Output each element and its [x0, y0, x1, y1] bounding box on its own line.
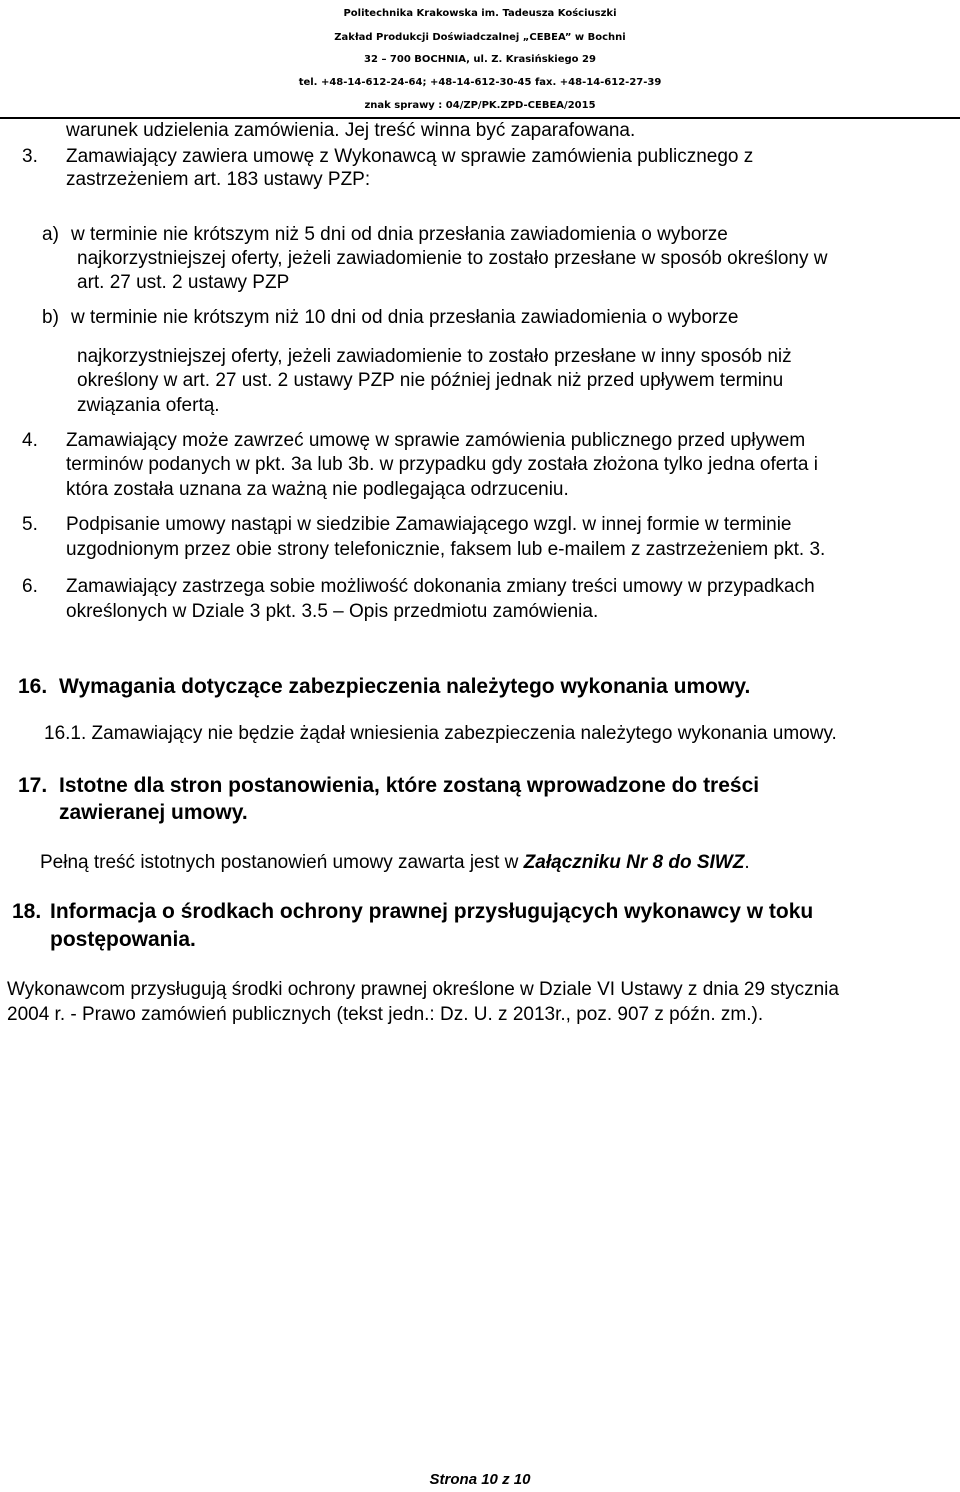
- item-a-label: a): [42, 224, 59, 245]
- section-16-title: Wymagania dotyczące zabezpieczenia należytego wykonania umowy.: [59, 675, 751, 698]
- attachment-reference: Załączniku Nr 8 do SIWZ: [523, 852, 745, 873]
- item-b-line-1: w terminie nie krótszym niż 10 dni od dnia przesłania zawiadomienia o wyborze: [71, 307, 739, 328]
- continuation-line: warunek udzielenia zamówienia. Jej treść winna być zaparafowana.: [66, 120, 636, 141]
- item-a-line-2: najkorzystniejszej oferty, jeżeli zawiadomienie to zostało przesłane w sposób określony w: [77, 248, 828, 269]
- item-b-line-2: najkorzystniejszej oferty, jeżeli zawiadomienie to zostało przesłane w inny sposób niż: [77, 346, 792, 367]
- item-3-number: 3.: [22, 146, 38, 167]
- item-5-line-2: uzgodnionym przez obie strony telefonicznie, faksem lub e-mailem z zastrzeżeniem pkt. 3.: [66, 539, 826, 560]
- item-4-number: 4.: [22, 430, 38, 451]
- section-17-title-line-1: Istotne dla stron postanowienia, które zostaną wprowadzone do treści: [59, 774, 760, 797]
- item-4-line-3: która została uznana za ważną nie podlegająca odrzuceniu.: [66, 479, 569, 500]
- section-17-number: 17.: [18, 774, 48, 797]
- item-6-line-2: określonych w Dziale 3 pkt. 3.5 – Opis przedmiotu zamówienia.: [66, 601, 599, 622]
- header-institution: Politechnika Krakowska im. Tadeusza Kościuszki: [343, 8, 617, 19]
- section-17-text-lead: Pełną treść istotnych postanowień umowy zawarta jest w: [40, 852, 524, 873]
- header-department: Zakład Produkcji Doświadczalnej „CEBEA” w Bochni: [334, 32, 626, 43]
- item-4-line-1: Zamawiający może zawrzeć umowę w sprawie zamówienia publicznego przed upływem: [66, 430, 806, 451]
- item-5-line-1: Podpisanie umowy nastąpi w siedzibie Zamawiającego wzgl. w innej formie w terminie: [66, 514, 792, 535]
- section-18-title-line-1: Informacja o środkach ochrony prawnej przysługujących wykonawcy w toku: [50, 900, 814, 923]
- item-6-line-1: Zamawiający zastrzega sobie możliwość dokonania zmiany treści umowy w przypadkach: [66, 576, 815, 597]
- section-17-text: [40, 851, 750, 875]
- section-17-text-end: .: [744, 852, 750, 873]
- header-phone: tel. +48-14-612-24-64; +48-14-612-30-45 fax. +48-14-612-27-39: [298, 77, 662, 88]
- page-number: Strona 10 z 10: [429, 1471, 531, 1488]
- item-b-line-4: związania ofertą.: [77, 395, 220, 416]
- item-3-line-1: Zamawiający zawiera umowę z Wykonawcą w sprawie zamówienia publicznego z: [66, 146, 754, 167]
- section-18-line-2: 2004 r. - Prawo zamówień publicznych (tekst jedn.: Dz. U. z 2013r., poz. 907 z późn. zm.).: [7, 1004, 764, 1025]
- section-17-title-line-2: zawieranej umowy.: [59, 801, 248, 824]
- section-18-number: 18.: [12, 900, 42, 923]
- item-b-line-3: określony w art. 27 ust. 2 ustawy PZP nie później jednak niż przed upływem terminu: [77, 370, 784, 391]
- section-16-number: 16.: [18, 675, 48, 698]
- item-5-number: 5.: [22, 514, 38, 535]
- item-6-number: 6.: [22, 576, 38, 597]
- item-4-line-2: terminów podanych w pkt. 3a lub 3b. w przypadku gdy została złożona tylko jedna oferta i: [66, 454, 818, 475]
- header-address: 32 – 700 BOCHNIA, ul. Z. Krasińskiego 29: [364, 54, 596, 65]
- item-a-line-3: art. 27 ust. 2 ustawy PZP: [77, 272, 290, 293]
- section-16-1-text: 16.1. Zamawiający nie będzie żądał wniesienia zabezpieczenia należytego wykonania umowy.: [44, 723, 837, 744]
- item-3-line-2: zastrzeżeniem art. 183 ustawy PZP:: [66, 169, 371, 190]
- section-18-line-1: Wykonawcom przysługują środki ochrony prawnej określone w Dziale VI Ustawy z dnia 29 stycznia: [7, 979, 839, 1000]
- item-a-line-1: w terminie nie krótszym niż 5 dni od dnia przesłania zawiadomienia o wyborze: [71, 224, 728, 245]
- header-case-number: znak sprawy : 04/ZP/PK.ZPD-CEBEA/2015: [364, 100, 596, 111]
- item-b-label: b): [42, 307, 59, 328]
- section-18-title-line-2: postępowania.: [50, 928, 196, 951]
